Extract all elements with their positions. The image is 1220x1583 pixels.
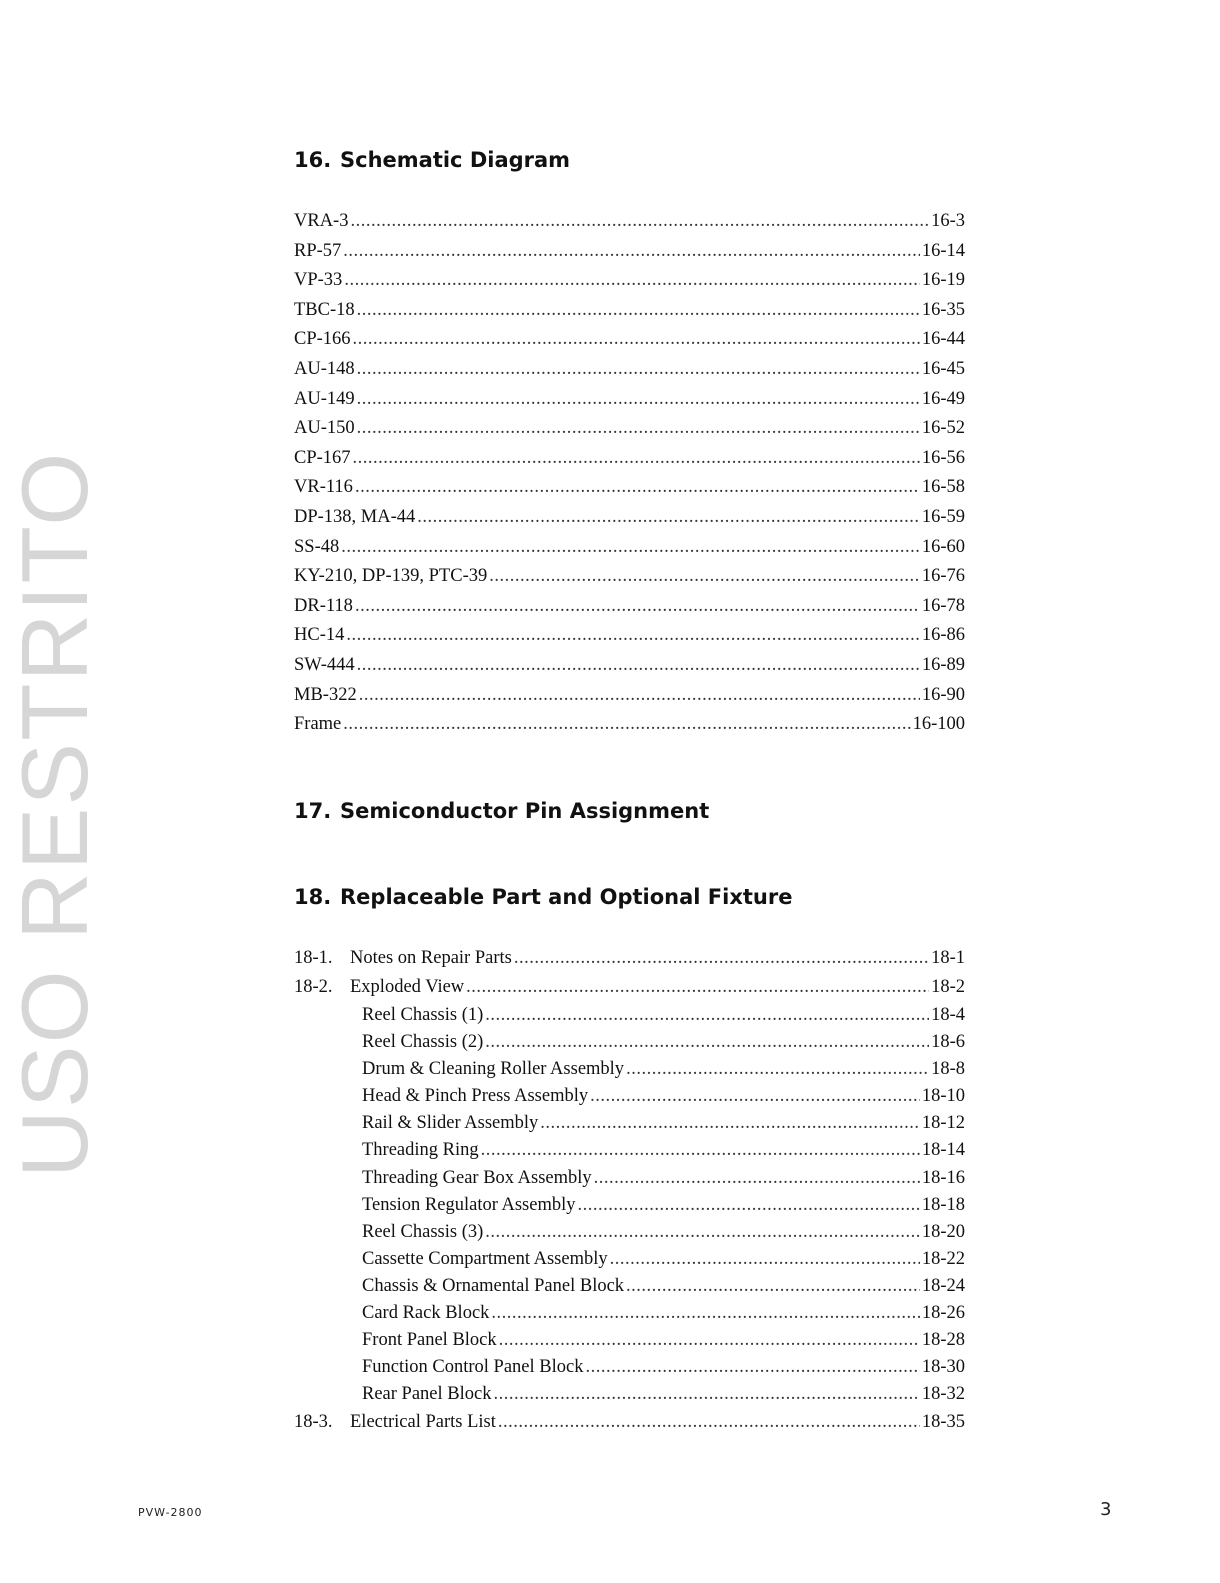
dot-leader	[417, 503, 920, 533]
toc-entry-page: 16-59	[921, 506, 965, 527]
toc-entry-label: Tension Regulator Assembly	[362, 1194, 576, 1215]
dot-leader	[585, 1354, 919, 1381]
dot-leader	[353, 325, 920, 355]
toc-entry-page: 18-2	[931, 977, 965, 997]
dot-leader	[485, 1219, 920, 1246]
dot-leader	[343, 710, 910, 740]
toc-entry-page: 18-18	[921, 1194, 965, 1215]
toc-entry-page: 18-10	[921, 1086, 965, 1107]
toc-entry-page: 18-35	[921, 1412, 965, 1433]
toc-entry-label: SS-48	[294, 536, 340, 557]
toc-entry-page: 16-78	[921, 595, 965, 616]
toc-entry-label: MB-322	[294, 684, 357, 705]
toc-entry-page: 16-44	[921, 329, 965, 350]
toc-entry-label: Front Panel Block	[362, 1330, 497, 1351]
toc-entry[interactable]	[294, 444, 965, 474]
toc-entry-label: AU-149	[294, 388, 355, 409]
toc-entry-page: 18-4	[931, 1005, 965, 1025]
toc-entry-page: 18-8	[931, 1059, 965, 1080]
toc-entry-label: Rear Panel Block	[362, 1384, 492, 1405]
toc-entry-page: 18-22	[921, 1248, 965, 1269]
toc-entry-label: Reel Chassis (3)	[362, 1221, 484, 1242]
dot-leader	[353, 444, 920, 474]
dot-leader	[540, 1110, 920, 1137]
dot-leader	[357, 385, 920, 415]
toc-entry-code: 18-3.	[294, 1412, 333, 1433]
toc-entry[interactable]	[294, 296, 965, 326]
toc-entry-page: 18-6	[931, 1032, 965, 1053]
toc-entry-page: 16-14	[921, 240, 965, 261]
footer-model-number: PVW-2800	[138, 1506, 203, 1519]
toc-entry[interactable]	[294, 710, 965, 740]
dot-leader	[590, 1083, 920, 1110]
toc-entry-label: CP-167	[294, 447, 351, 468]
toc-entry-page: 16-76	[921, 566, 965, 587]
toc-entry-label: Card Rack Block	[362, 1303, 490, 1324]
toc-entry-page: 16-52	[921, 418, 965, 439]
toc-subentry[interactable]	[294, 1381, 965, 1408]
toc-entry[interactable]	[294, 681, 965, 711]
dot-leader	[485, 1029, 929, 1056]
toc-entry-label: Threading Gear Box Assembly	[362, 1167, 592, 1188]
toc-entry[interactable]	[294, 973, 965, 1002]
toc-subentry[interactable]	[294, 1219, 965, 1246]
dot-leader	[498, 1408, 920, 1437]
section-title: Schematic Diagram	[340, 148, 571, 172]
toc-entry-label: Rail & Slider Assembly	[362, 1113, 539, 1134]
toc-entry-page: 16-58	[921, 477, 965, 498]
section-16-toc	[294, 207, 965, 740]
dot-leader	[357, 355, 920, 385]
section-17-heading	[294, 798, 709, 824]
toc-entry[interactable]	[294, 651, 965, 681]
dot-leader	[346, 621, 919, 651]
toc-entry-label: TBC-18	[294, 299, 355, 320]
dot-leader	[594, 1165, 920, 1192]
toc-subentry[interactable]	[294, 1246, 965, 1273]
toc-entry-label: DP-138, MA-44	[294, 506, 416, 527]
toc-entry[interactable]	[294, 562, 965, 592]
toc-entry-page: 18-20	[921, 1221, 965, 1242]
toc-entry-page: 16-56	[921, 447, 965, 468]
toc-entry[interactable]	[294, 621, 965, 651]
toc-subentry[interactable]	[294, 1273, 965, 1300]
dot-leader	[350, 207, 929, 237]
toc-entry-label: Threading Ring	[362, 1140, 479, 1161]
toc-subentry[interactable]	[294, 1165, 965, 1192]
toc-entry-page: 16-90	[921, 684, 965, 705]
dot-leader	[355, 473, 920, 503]
toc-entry-label: Function Control Panel Block	[362, 1357, 584, 1378]
section-title: Semiconductor Pin Assignment	[340, 799, 710, 823]
dot-leader	[493, 1381, 919, 1408]
toc-entry-label: Notes on Repair Parts	[350, 948, 512, 968]
dot-leader	[610, 1246, 920, 1273]
toc-entry-code: 18-2.	[294, 977, 333, 997]
toc-entry-page: 16-35	[921, 299, 965, 320]
section-number: 16.	[294, 148, 332, 172]
toc-subentry[interactable]	[294, 1002, 965, 1029]
dot-leader	[485, 1002, 929, 1029]
toc-entry[interactable]	[294, 385, 965, 415]
dot-leader	[578, 1192, 920, 1219]
toc-entry-label: VRA-3	[294, 211, 349, 231]
dot-leader	[359, 681, 920, 711]
toc-entry[interactable]	[294, 355, 965, 385]
toc-subentry[interactable]	[294, 1354, 965, 1381]
toc-entry-page: 16-45	[921, 358, 965, 379]
toc-entry[interactable]	[294, 266, 965, 296]
toc-entry-label: Reel Chassis (1)	[362, 1005, 484, 1025]
dot-leader	[355, 592, 920, 622]
section-18-toc	[294, 944, 965, 1437]
section-number: 18.	[294, 885, 332, 909]
toc-entry-label: VR-116	[294, 477, 353, 498]
dot-leader	[481, 1137, 920, 1164]
dot-leader	[466, 973, 929, 1002]
footer-page-number: 3	[1100, 1499, 1112, 1520]
dot-leader	[626, 1273, 920, 1300]
toc-entry[interactable]	[294, 414, 965, 444]
toc-entry-page: 18-24	[921, 1275, 965, 1296]
toc-entry-label: HC-14	[294, 625, 345, 646]
toc-entry[interactable]	[294, 503, 965, 533]
toc-subentry[interactable]	[294, 1327, 965, 1354]
toc-entry-label: Head & Pinch Press Assembly	[362, 1086, 589, 1107]
toc-entry-page: 16-60	[921, 536, 965, 557]
toc-entry-page: 18-32	[921, 1384, 965, 1405]
toc-entry-label: Cassette Compartment Assembly	[362, 1248, 608, 1269]
dot-leader	[357, 414, 920, 444]
toc-entry-page: 18-30	[921, 1357, 965, 1378]
toc-entry-label: Drum & Cleaning Roller Assembly	[362, 1059, 625, 1080]
toc-entry[interactable]	[294, 237, 965, 267]
dot-leader	[499, 1327, 920, 1354]
toc-entry-page: 18-14	[921, 1140, 965, 1161]
section-16-heading	[294, 147, 570, 173]
toc-entry-page: 16-100	[912, 714, 965, 735]
dot-leader	[514, 944, 929, 973]
toc-entry[interactable]	[294, 473, 965, 503]
toc-entry-label: AU-148	[294, 358, 355, 379]
toc-subentry[interactable]	[294, 1029, 965, 1056]
toc-entry-label: SW-444	[294, 654, 355, 675]
dot-leader	[357, 651, 920, 681]
toc-subentry[interactable]	[294, 1137, 965, 1164]
toc-entry-page: 16-86	[921, 625, 965, 646]
toc-entry-label: AU-150	[294, 418, 355, 439]
toc-entry-label: DR-118	[294, 595, 353, 616]
dot-leader	[344, 266, 920, 296]
toc-entry-label: VP-33	[294, 270, 343, 291]
toc-entry-code: 18-1.	[294, 948, 333, 968]
toc-subentry[interactable]	[294, 1192, 965, 1219]
toc-subentry[interactable]	[294, 1110, 965, 1137]
toc-entry-label: RP-57	[294, 240, 342, 261]
toc-entry[interactable]	[294, 325, 965, 355]
toc-entry-label: Reel Chassis (2)	[362, 1032, 484, 1053]
toc-entry-label: Frame	[294, 714, 342, 735]
toc-entry-page: 16-49	[921, 388, 965, 409]
toc-entry-page: 18-1	[931, 948, 965, 968]
toc-entry[interactable]	[294, 944, 965, 973]
toc-entry-page: 16-19	[921, 270, 965, 291]
toc-entry-page: 18-16	[921, 1167, 965, 1188]
section-18-heading	[294, 884, 792, 910]
dot-leader	[357, 296, 920, 326]
toc-entry-page: 18-12	[921, 1113, 965, 1134]
watermark-restricted-use: USO RESTRITO	[2, 450, 107, 1178]
section-number: 17.	[294, 799, 332, 823]
toc-entry-label: Exploded View	[350, 977, 465, 997]
section-title: Replaceable Part and Optional Fixture	[340, 885, 793, 909]
toc-entry-label: Chassis & Ornamental Panel Block	[362, 1275, 625, 1296]
dot-leader	[489, 562, 920, 592]
toc-entry-page: 16-89	[921, 654, 965, 675]
toc-subentry[interactable]	[294, 1056, 965, 1083]
toc-entry[interactable]	[294, 592, 965, 622]
dot-leader	[491, 1300, 919, 1327]
toc-subentry[interactable]	[294, 1300, 965, 1327]
dot-leader	[341, 533, 920, 563]
toc-entry-page: 18-26	[921, 1303, 965, 1324]
toc-entry[interactable]	[294, 207, 965, 237]
toc-entry-label: CP-166	[294, 329, 351, 350]
toc-entry[interactable]	[294, 533, 965, 563]
toc-entry-label: Electrical Parts List	[350, 1412, 496, 1433]
toc-subentry[interactable]	[294, 1083, 965, 1110]
toc-entry-page: 16-3	[931, 211, 965, 231]
dot-leader	[343, 237, 920, 267]
toc-entry-page: 18-28	[921, 1330, 965, 1351]
toc-entry[interactable]	[294, 1408, 965, 1437]
toc-entry-label: KY-210, DP-139, PTC-39	[294, 566, 488, 587]
dot-leader	[626, 1056, 929, 1083]
